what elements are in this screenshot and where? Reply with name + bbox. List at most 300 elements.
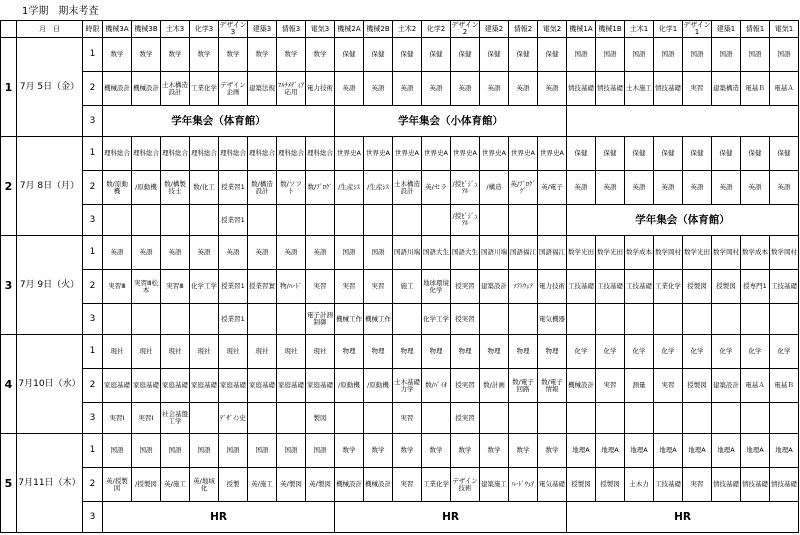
subject-cell: 土木構造設計 <box>161 72 190 106</box>
period-number: 2 <box>83 171 103 205</box>
subject-cell: 英語 <box>770 171 799 205</box>
subject-cell: 国語 <box>335 236 364 270</box>
subject-cell: 工技基礎 <box>654 468 683 502</box>
subject-cell: ﾃﾞｻﾞｲﾝ史 <box>219 403 248 434</box>
class-header: デザイン1 <box>683 21 711 36</box>
subject-cell <box>161 304 190 335</box>
header-row <box>1 21 799 38</box>
subject-cell: 数/ﾌﾟﾛｸﾞ <box>306 171 335 205</box>
subject-cell <box>625 304 654 335</box>
subject-cell: 英語 <box>335 72 364 106</box>
subject-cell: /原動機 <box>335 369 364 403</box>
subject-cell: 英語 <box>567 171 596 205</box>
day-date: 7月 9日（火） <box>17 236 83 335</box>
schedule-row <box>1 434 799 468</box>
subject-cell: 化学 <box>567 335 596 369</box>
subject-cell: 授業習1 <box>219 270 248 304</box>
class-header: 情報2 <box>509 21 538 38</box>
subject-cell: 国語 <box>596 38 625 72</box>
schedule-row <box>1 171 799 205</box>
subject-cell: 授業習實 <box>248 270 277 304</box>
subject-cell: 数学 <box>277 38 306 72</box>
event-cell: 学年集会（小体育館） <box>335 106 567 137</box>
subject-cell: 化学 <box>770 335 799 369</box>
subject-cell: 国語大生 <box>422 236 451 270</box>
subject-cell <box>335 403 364 434</box>
subject-cell: 保健 <box>451 38 480 72</box>
subject-cell: 機械工作 <box>364 304 393 335</box>
subject-cell: 物/ﾊｰﾄﾞ <box>277 270 306 304</box>
event-cell: HR <box>103 502 335 533</box>
subject-cell: 地理A <box>625 434 654 468</box>
subject-cell: 電基Ａ <box>770 72 799 106</box>
subject-cell: 国語 <box>277 434 306 468</box>
subject-cell: 国語 <box>364 236 393 270</box>
subject-cell: 国語 <box>306 434 335 468</box>
subject-cell: 化学 <box>712 335 741 369</box>
subject-cell: 建築設計 <box>712 369 741 403</box>
class-header: デザイン3 <box>219 21 247 36</box>
subject-cell: 家庭基礎 <box>248 369 277 403</box>
subject-cell: 機械設計 <box>567 369 596 403</box>
subject-cell: 土木構造設計 <box>393 171 422 205</box>
subject-cell: 世界史A <box>335 137 364 171</box>
subject-cell: 授専門1 <box>741 270 770 304</box>
subject-cell <box>480 205 509 236</box>
subject-cell: 電気基礎 <box>538 468 567 502</box>
event-cell <box>567 106 799 137</box>
subject-cell: 英語 <box>364 72 393 106</box>
subject-cell: 英/ﾌﾟﾛｸﾞｸﾞ <box>509 171 538 205</box>
subject-cell <box>712 304 741 335</box>
subject-cell: 英/授製図 <box>103 468 132 502</box>
subject-cell <box>567 304 596 335</box>
subject-cell: 世界史A <box>422 137 451 171</box>
subject-cell: 数学 <box>364 434 393 468</box>
subject-cell <box>654 403 683 434</box>
subject-cell <box>248 205 277 236</box>
day-number: 1 <box>1 38 17 137</box>
subject-cell: 保健 <box>596 137 625 171</box>
subject-cell: 英/地域化 <box>190 468 219 502</box>
subject-cell <box>422 205 451 236</box>
subject-cell: 地球環境化学 <box>422 270 451 304</box>
subject-cell: /授ﾋﾞｼﾞｭｱﾙ <box>451 171 480 205</box>
subject-cell: 英語 <box>219 236 248 270</box>
subject-cell <box>161 205 190 236</box>
subject-cell: 理科総合 <box>161 137 190 171</box>
subject-cell: 家庭基礎 <box>132 369 161 403</box>
subject-cell <box>190 403 219 434</box>
date-header: 月 日 <box>17 21 83 38</box>
subject-cell: 製図 <box>306 403 335 434</box>
corner-cell <box>1 21 17 38</box>
subject-cell: 実習Ⅲ <box>161 270 190 304</box>
subject-cell: 国語 <box>654 38 683 72</box>
subject-cell: 保健 <box>422 38 451 72</box>
subject-cell: 保健 <box>625 137 654 171</box>
subject-cell <box>509 403 538 434</box>
subject-cell: 数学 <box>248 38 277 72</box>
subject-cell: 数/構造設計 <box>248 171 277 205</box>
subject-cell: 国語 <box>625 38 654 72</box>
subject-cell: 電気機器 <box>538 304 567 335</box>
subject-cell: 建築施工 <box>480 468 509 502</box>
subject-cell: 数/構製技士 <box>161 171 190 205</box>
period-number: 2 <box>83 270 103 304</box>
event-cell: 学年集会（体育館） <box>103 106 335 137</box>
subject-cell: 英/施工 <box>248 468 277 502</box>
subject-cell: 工技基礎 <box>770 270 799 304</box>
subject-cell: 国語 <box>567 38 596 72</box>
subject-cell: 国語福江 <box>538 236 567 270</box>
subject-cell: 実習 <box>393 468 422 502</box>
period-number: 2 <box>83 468 103 502</box>
subject-cell: 家庭基礎 <box>306 369 335 403</box>
subject-cell <box>103 304 132 335</box>
subject-cell: 数学岡村 <box>770 236 799 270</box>
subject-cell: デザイン企画 <box>219 72 248 106</box>
subject-cell <box>509 205 538 236</box>
subject-cell: 保健 <box>509 38 538 72</box>
subject-cell: 現社 <box>277 335 306 369</box>
subject-cell: 機械設計 <box>103 72 132 106</box>
subject-cell <box>509 304 538 335</box>
subject-cell: 数学光田 <box>683 236 712 270</box>
period-number: 2 <box>83 72 103 106</box>
subject-cell <box>335 205 364 236</box>
subject-cell: 化学 <box>596 335 625 369</box>
subject-cell: 電基Ｂ <box>770 369 799 403</box>
subject-cell: 数学 <box>219 38 248 72</box>
period-number: 1 <box>83 137 103 171</box>
subject-cell: 授実習 <box>451 270 480 304</box>
subject-cell: 英語 <box>654 171 683 205</box>
subject-cell: 土木施工 <box>625 72 654 106</box>
subject-cell: 電基Ｂ <box>741 72 770 106</box>
subject-cell: 地理A <box>683 434 712 468</box>
subject-cell: 英語 <box>277 236 306 270</box>
subject-cell: 英語 <box>480 72 509 106</box>
subject-cell: 現社 <box>190 335 219 369</box>
subject-cell: 国語 <box>161 434 190 468</box>
subject-cell: 国語大生 <box>451 236 480 270</box>
subject-cell <box>538 205 567 236</box>
subject-cell: 英語 <box>683 171 712 205</box>
period-number: 1 <box>83 236 103 270</box>
subject-cell <box>277 403 306 434</box>
subject-cell: 数学 <box>132 38 161 72</box>
subject-cell: 保健 <box>712 137 741 171</box>
subject-cell: 国語 <box>103 434 132 468</box>
subject-cell: 実習Ⅲ松本 <box>132 270 161 304</box>
subject-cell <box>422 403 451 434</box>
subject-cell: 数学岡村 <box>712 236 741 270</box>
subject-cell: 数学 <box>480 434 509 468</box>
subject-cell <box>393 205 422 236</box>
subject-cell: 保健 <box>654 137 683 171</box>
subject-cell: 物理 <box>364 335 393 369</box>
schedule-row <box>1 106 799 137</box>
subject-cell: 地理A <box>567 434 596 468</box>
class-header: 機械2A <box>335 21 364 38</box>
subject-cell <box>248 403 277 434</box>
subject-cell: 工技基礎 <box>596 270 625 304</box>
day-date: 7月10日（水） <box>17 335 83 434</box>
subject-cell: 保健 <box>567 137 596 171</box>
subject-cell: 実習 <box>596 369 625 403</box>
subject-cell: 英語 <box>248 236 277 270</box>
subject-cell: 授製 <box>219 468 248 502</box>
subject-cell: 物理 <box>335 335 364 369</box>
subject-cell: 測量 <box>625 369 654 403</box>
subject-cell <box>277 205 306 236</box>
subject-cell: 社会基盤工学 <box>161 403 190 434</box>
subject-cell <box>770 403 799 434</box>
subject-cell: 理科総合 <box>103 137 132 171</box>
subject-cell: 数学 <box>451 434 480 468</box>
subject-cell: 国語福江 <box>509 236 538 270</box>
subject-cell: 情技基礎 <box>596 72 625 106</box>
subject-cell: 国語川端 <box>480 236 509 270</box>
subject-cell: 国語 <box>770 38 799 72</box>
class-header: 電気3 <box>306 21 335 38</box>
subject-cell: 理科総合 <box>248 137 277 171</box>
day-number: 5 <box>1 434 17 533</box>
subject-cell: 理科総合 <box>219 137 248 171</box>
subject-cell: 英/施工 <box>161 468 190 502</box>
schedule-row <box>1 502 799 533</box>
subject-cell: 英語 <box>596 171 625 205</box>
subject-cell: 数学 <box>103 38 132 72</box>
subject-cell: 電基Ａ <box>741 369 770 403</box>
class-header: 化学2 <box>422 21 451 38</box>
subject-cell: 保健 <box>364 38 393 72</box>
subject-cell: 英/電子 <box>538 171 567 205</box>
subject-cell: 世界史A <box>480 137 509 171</box>
subject-cell: 数学 <box>306 38 335 72</box>
class-header: 化学3 <box>190 21 219 38</box>
subject-cell: 英語 <box>132 236 161 270</box>
class-header: 機械2B <box>364 21 393 38</box>
subject-cell: 数/計画 <box>480 369 509 403</box>
subject-cell: 情技基礎 <box>770 468 799 502</box>
period-number: 3 <box>83 106 103 137</box>
subject-cell: 地理A <box>654 434 683 468</box>
subject-cell: 物理 <box>393 335 422 369</box>
subject-cell: 電力技術 <box>538 270 567 304</box>
schedule-row <box>1 38 799 72</box>
subject-cell: 物理 <box>509 335 538 369</box>
subject-cell: 国語川端 <box>393 236 422 270</box>
schedule-row <box>1 369 799 403</box>
subject-cell: 現社 <box>161 335 190 369</box>
subject-cell: 家庭基礎 <box>219 369 248 403</box>
subject-cell <box>712 403 741 434</box>
period-header: 時限 <box>83 21 103 38</box>
subject-cell: 授実習 <box>451 403 480 434</box>
subject-cell: 英語 <box>190 236 219 270</box>
period-number: 1 <box>83 335 103 369</box>
subject-cell: 数学岡村 <box>654 236 683 270</box>
subject-cell <box>654 304 683 335</box>
subject-cell: 建築法規 <box>248 72 277 106</box>
subject-cell: /生産ｼｽ <box>364 171 393 205</box>
event-cell: 学年集会（体育館） <box>567 205 799 236</box>
class-header: 建築3 <box>248 21 277 38</box>
subject-cell: 情技基礎 <box>712 468 741 502</box>
subject-cell: 家庭基礎 <box>161 369 190 403</box>
subject-cell: 数学 <box>509 434 538 468</box>
subject-cell: 地理A <box>596 434 625 468</box>
day-number: 2 <box>1 137 17 236</box>
subject-cell: 保健 <box>683 137 712 171</box>
subject-cell: 理科総合 <box>132 137 161 171</box>
subject-cell: デザイン技術 <box>451 468 480 502</box>
schedule-row <box>1 137 799 171</box>
subject-cell: 家庭基礎 <box>190 369 219 403</box>
subject-cell: 授業習1 <box>219 304 248 335</box>
class-header: 電気2 <box>538 21 567 38</box>
subject-cell: 授実習 <box>451 369 480 403</box>
period-number: 3 <box>83 304 103 335</box>
subject-cell: 情技基礎 <box>567 72 596 106</box>
subject-cell: 実習 <box>683 72 712 106</box>
subject-cell: 英語 <box>741 171 770 205</box>
day-date: 7月 8日（月） <box>17 137 83 236</box>
subject-cell <box>364 205 393 236</box>
subject-cell: 工業化学 <box>190 72 219 106</box>
subject-cell <box>741 403 770 434</box>
period-number: 3 <box>83 205 103 236</box>
subject-cell: 化学工学 <box>190 270 219 304</box>
subject-cell: 数/原動機 <box>103 171 132 205</box>
schedule-row <box>1 72 799 106</box>
class-header: 機械1B <box>596 21 625 38</box>
schedule-row <box>1 270 799 304</box>
subject-cell: 数学成本 <box>625 236 654 270</box>
subject-cell: 現社 <box>132 335 161 369</box>
subject-cell: 現社 <box>306 335 335 369</box>
class-header: 電気1 <box>770 21 799 38</box>
subject-cell: 英語 <box>712 171 741 205</box>
subject-cell: 保健 <box>335 38 364 72</box>
subject-cell: 実習 <box>654 369 683 403</box>
subject-cell: 英語 <box>625 171 654 205</box>
subject-cell: 家庭基礎 <box>277 369 306 403</box>
subject-cell: /授ﾋﾞｼﾞｭｱﾙ <box>451 205 480 236</box>
subject-cell: ﾏﾙﾁﾒﾃﾞｨｱ応用 <box>277 72 306 106</box>
subject-cell: 国語 <box>132 434 161 468</box>
day-number: 3 <box>1 236 17 335</box>
subject-cell: 数学成本 <box>741 236 770 270</box>
subject-cell: 授業習1 <box>219 171 248 205</box>
subject-cell <box>103 205 132 236</box>
subject-cell <box>625 403 654 434</box>
period-number: 3 <box>83 502 103 533</box>
subject-cell: 機械工作 <box>335 304 364 335</box>
subject-cell: 建築構造 <box>712 72 741 106</box>
subject-cell: 情技基礎 <box>741 468 770 502</box>
subject-cell <box>480 304 509 335</box>
subject-cell: /構造 <box>480 171 509 205</box>
subject-cell: 世界史A <box>538 137 567 171</box>
subject-cell: 家庭基礎 <box>103 369 132 403</box>
subject-cell: 世界史A <box>509 137 538 171</box>
class-header: 建築2 <box>480 21 509 38</box>
subject-cell: 理科総合 <box>306 137 335 171</box>
subject-cell: 授製図 <box>567 468 596 502</box>
subject-cell: 保健 <box>770 137 799 171</box>
subject-cell: 国語 <box>741 38 770 72</box>
subject-cell: 実習 <box>364 270 393 304</box>
subject-cell: 情技基礎 <box>654 72 683 106</box>
subject-cell: 世界史A <box>364 137 393 171</box>
subject-cell <box>132 304 161 335</box>
subject-cell: 英語 <box>422 72 451 106</box>
subject-cell: 土木基礎力学 <box>393 369 422 403</box>
subject-cell: 化学 <box>654 335 683 369</box>
subject-cell: /原動機 <box>132 171 161 205</box>
subject-cell: 工技基礎 <box>567 270 596 304</box>
subject-cell: /生産ｼｽ <box>335 171 364 205</box>
subject-cell: 電子計測制御 <box>306 304 335 335</box>
day-date: 7月11日（木） <box>17 434 83 533</box>
subject-cell: 英語 <box>393 72 422 106</box>
subject-cell <box>567 403 596 434</box>
subject-cell: 物理 <box>422 335 451 369</box>
subject-cell: ﾊｰﾄﾞｳｪｱ <box>509 468 538 502</box>
subject-cell <box>393 304 422 335</box>
period-number: 2 <box>83 369 103 403</box>
class-header: 機械1A <box>567 21 596 38</box>
subject-cell: 数学 <box>538 434 567 468</box>
period-number: 1 <box>83 434 103 468</box>
subject-cell: 物理 <box>538 335 567 369</box>
class-header: 情報3 <box>277 21 306 38</box>
subject-cell: 建築設計 <box>480 270 509 304</box>
subject-cell: 実習Ⅰ <box>103 403 132 434</box>
subject-cell: 物理 <box>451 335 480 369</box>
subject-cell: 数学 <box>335 434 364 468</box>
event-cell: HR <box>335 502 567 533</box>
schedule-row <box>1 403 799 434</box>
schedule-row <box>1 304 799 335</box>
subject-cell: 実習 <box>683 468 712 502</box>
subject-cell: 世界史A <box>451 137 480 171</box>
page-title: 1学期 期末考査 <box>22 6 99 17</box>
subject-cell: 実習Ⅰ <box>132 403 161 434</box>
subject-cell: 施工 <box>393 270 422 304</box>
period-number: 3 <box>83 403 103 434</box>
schedule-row <box>1 335 799 369</box>
schedule-row <box>1 468 799 502</box>
subject-cell <box>480 403 509 434</box>
subject-cell: 数学 <box>393 434 422 468</box>
subject-cell <box>538 403 567 434</box>
subject-cell: 授製図 <box>712 270 741 304</box>
subject-cell: 数/ﾊﾞｲｵ <box>422 369 451 403</box>
subject-cell: 授製図 <box>683 369 712 403</box>
event-cell: HR <box>567 502 799 533</box>
subject-cell: 土木力 <box>625 468 654 502</box>
subject-cell: 英/製図 <box>306 468 335 502</box>
subject-cell: 数学光田 <box>567 236 596 270</box>
subject-cell: 英語 <box>451 72 480 106</box>
class-header: 建築1 <box>712 21 741 38</box>
subject-cell: 英/セラ <box>422 171 451 205</box>
subject-cell <box>132 205 161 236</box>
